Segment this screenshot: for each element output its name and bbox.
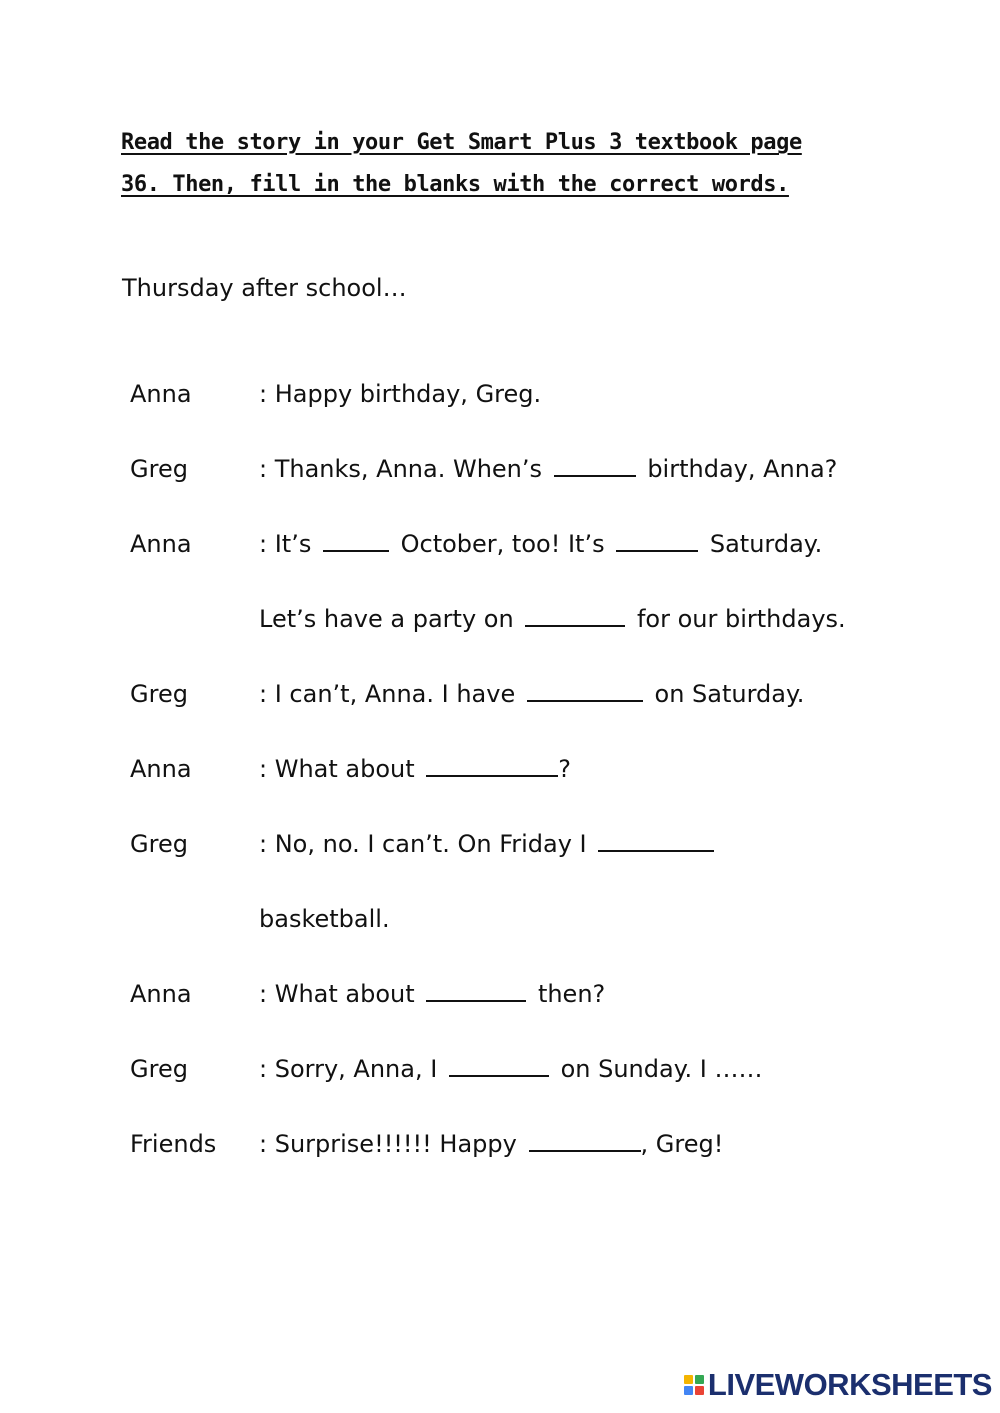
speech-text [259,455,837,483]
logo-square [684,1375,693,1384]
speech-part: : Happy birthday, Greg. [259,380,542,408]
speech-text [259,1055,762,1083]
speech-part: : What about [259,980,415,1008]
dialogue-line [0,1055,1000,1095]
speech-part: : It’s [259,530,312,558]
speech-part: for our birthdays. [636,605,846,633]
answer-blank[interactable] [616,530,698,552]
instructions-heading [121,122,881,206]
speech-part: : Thanks, Anna. When’s [259,455,543,483]
logo-text: LIVEWORKSHEETS [707,1367,992,1402]
dialogue-line [0,455,1000,495]
speech-part: Let’s have a party on [259,605,514,633]
speech-part: on Sunday. I …… [560,1055,763,1083]
instructions-line-2: 36. Then, fill in the blanks with the correct words. [121,172,789,197]
dialogue-line [0,1130,1000,1170]
speaker-name: Anna [130,530,192,558]
answer-blank[interactable] [426,755,558,777]
speech-part: : Surprise!!!!!! Happy [259,1130,517,1158]
speech-text [259,755,571,783]
speaker-name: Anna [130,755,192,783]
dialogue-line [0,830,1000,870]
speech-text [259,905,390,933]
logo-square [695,1375,704,1384]
liveworksheets-logo [684,1367,992,1403]
speech-part: : Sorry, Anna, I [259,1055,438,1083]
speaker-name: Anna [130,980,192,1008]
speech-part: ? [558,755,572,783]
answer-blank[interactable] [525,605,625,627]
story-intro: Thursday after school… [122,274,407,302]
speech-part: birthday, Anna? [647,455,838,483]
speech-part: Saturday. [709,530,823,558]
speaker-name: Greg [130,830,188,858]
dialogue-line [0,530,1000,570]
answer-blank[interactable] [598,830,714,852]
speech-part: then? [537,980,606,1008]
speech-part: : I can’t, Anna. I have [259,680,516,708]
speech-part: : What about [259,755,415,783]
speech-part: : No, no. I can’t. On Friday I [259,830,587,858]
speaker-name: Friends [130,1130,217,1158]
speech-part: basketball. [259,905,390,933]
answer-blank[interactable] [426,980,526,1002]
answer-blank[interactable] [323,530,389,552]
speaker-name: Greg [130,680,188,708]
speech-part: on Saturday. [654,680,805,708]
speaker-name: Anna [130,380,192,408]
speech-text [259,680,804,708]
speech-part: , Greg! [640,1130,724,1158]
answer-blank[interactable] [554,455,636,477]
speech-text [259,605,846,633]
speaker-name: Greg [130,1055,188,1083]
answer-blank[interactable] [529,1130,641,1152]
speech-text [259,980,605,1008]
dialogue-line [0,380,1000,420]
speech-text [259,1130,723,1158]
speech-part: October, too! It’s [400,530,605,558]
speech-text [259,530,822,558]
logo-square [684,1386,693,1395]
speaker-name: Greg [130,455,188,483]
speech-text [259,380,541,408]
dialogue-line [0,905,1000,945]
logo-square [695,1386,704,1395]
dialogue-line [0,980,1000,1020]
dialogue-line [0,680,1000,720]
dialogue-line [0,605,1000,645]
dialogue-line [0,755,1000,795]
answer-blank[interactable] [449,1055,549,1077]
speech-text [259,830,718,858]
answer-blank[interactable] [527,680,643,702]
logo-mark-icon [684,1375,704,1395]
instructions-line-1: Read the story in your Get Smart Plus 3 textbook page [121,130,802,155]
